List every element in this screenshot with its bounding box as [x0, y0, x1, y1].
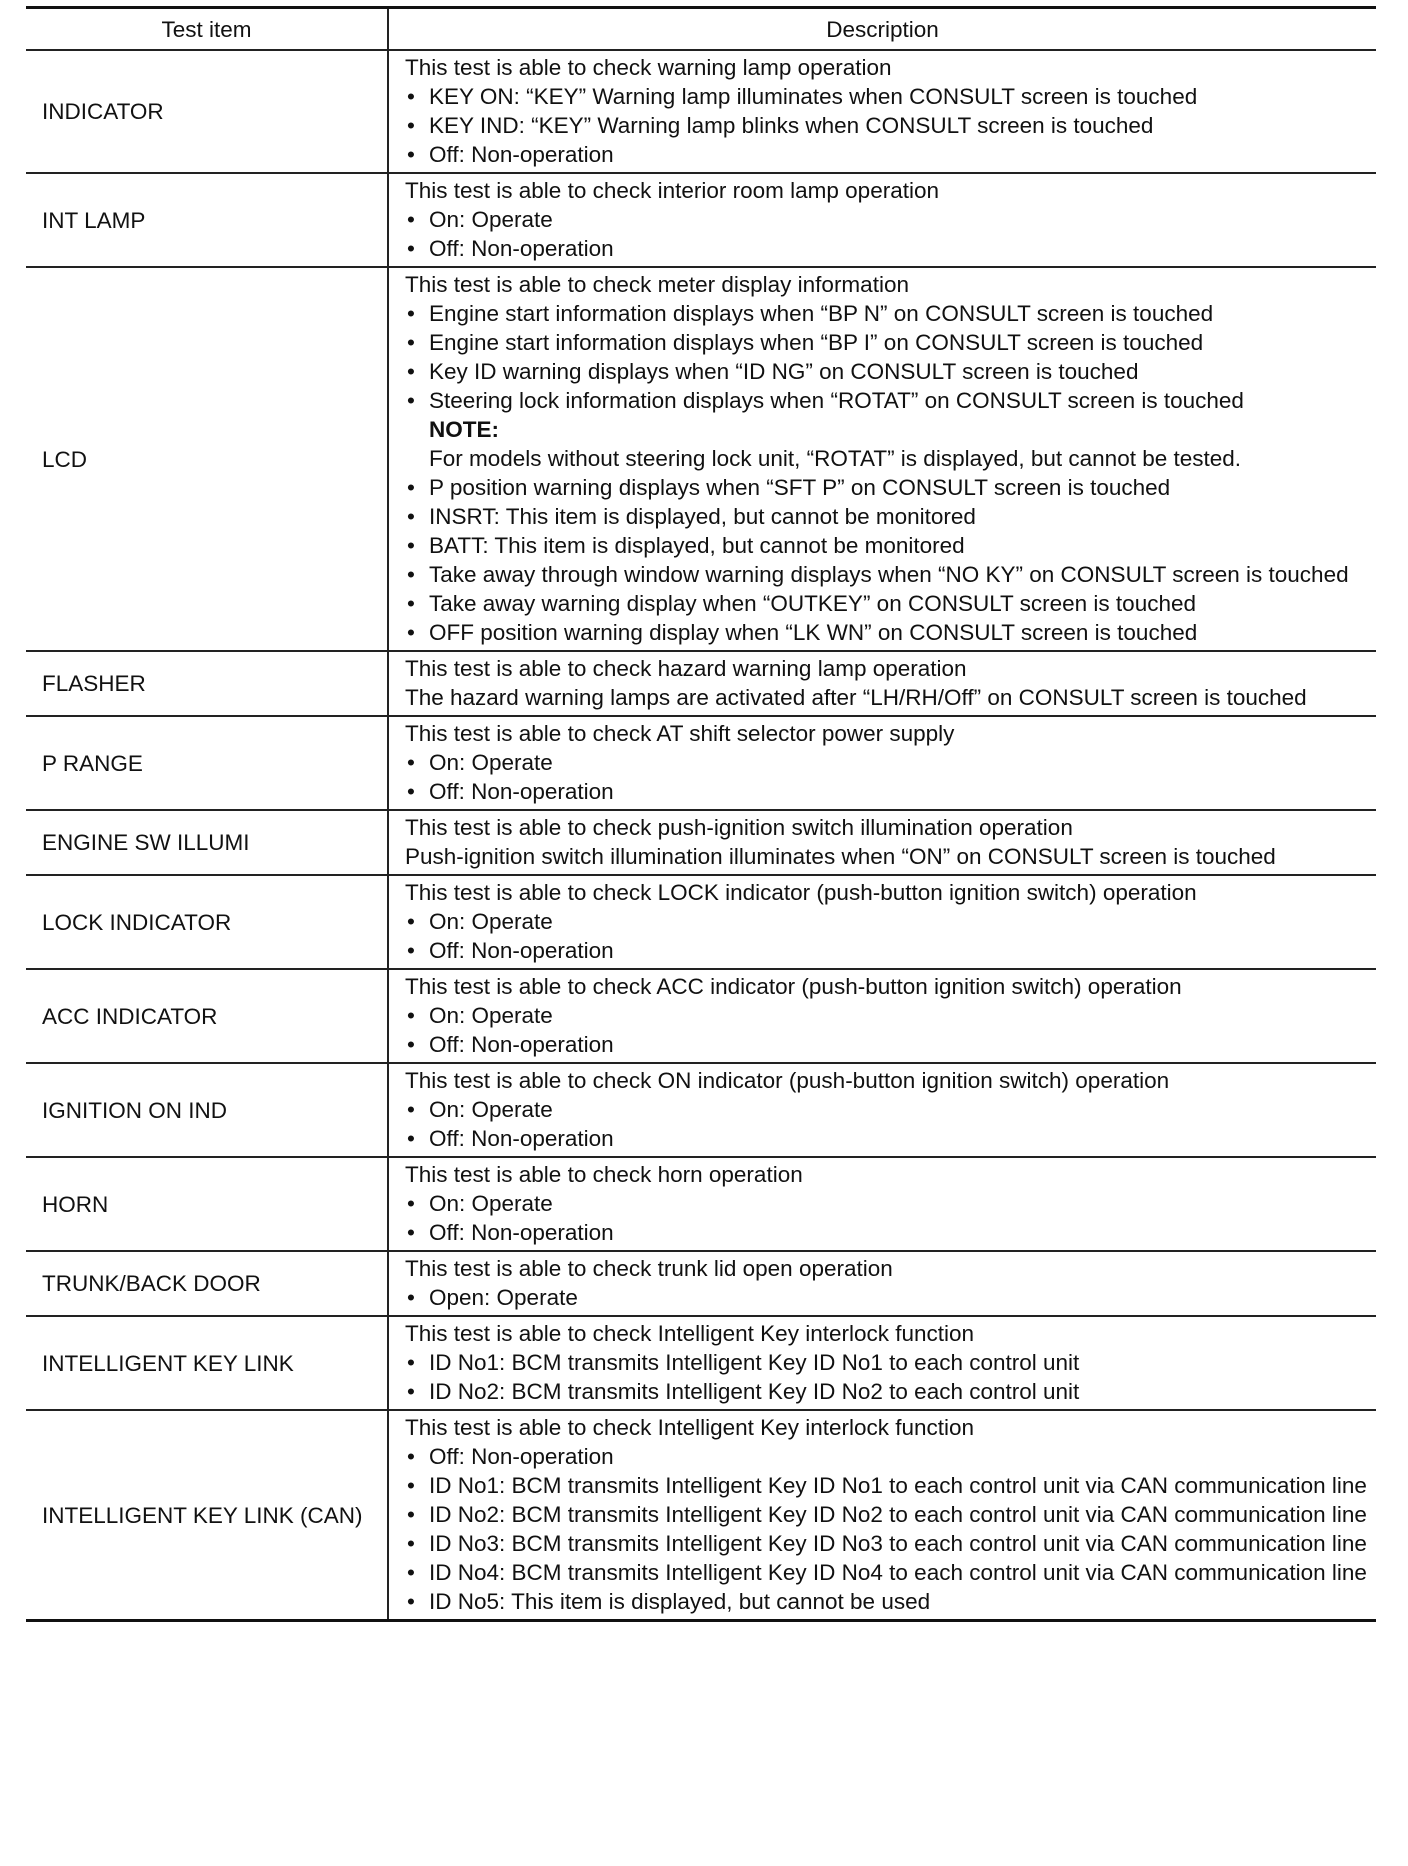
header-test-item: Test item: [26, 8, 388, 51]
bullet-item: • Engine start information displays when “BP I” on CONSULT screen is touched: [405, 328, 1368, 357]
description-line: This test is able to check AT shift selector power supply: [405, 721, 955, 746]
header-description: Description: [388, 8, 1376, 51]
test-item-cell: P RANGE: [26, 716, 388, 810]
bullet-item: • ID No2: BCM transmits Intelligent Key ID No2 to each control unit via CAN communication line: [405, 1500, 1368, 1529]
test-item-cell: IGNITION ON IND: [26, 1063, 388, 1157]
test-item-cell: INTELLIGENT KEY LINK: [26, 1316, 388, 1410]
bullet-item: • Off: Non-operation: [405, 234, 1368, 263]
description-line: This test is able to check horn operation: [405, 1162, 803, 1187]
description-cell: [388, 267, 1376, 651]
description-line: This test is able to check Intelligent Key interlock function: [405, 1415, 975, 1440]
table-row: [26, 716, 1376, 810]
bullet-item: • ID No3: BCM transmits Intelligent Key ID No3 to each control unit via CAN communication line: [405, 1529, 1368, 1558]
bullet-item: • KEY ON: “KEY” Warning lamp illuminates when CONSULT screen is touched: [405, 82, 1368, 111]
description-cell: [388, 1063, 1376, 1157]
bullet-item: • On: Operate: [405, 205, 1368, 234]
description-line: This test is able to check hazard warning lamp operation: [405, 656, 967, 681]
description-line: This test is able to check ON indicator (push-button ignition switch) operation: [405, 1068, 1170, 1093]
table-row: [26, 267, 1376, 651]
description-line: This test is able to check interior room lamp operation: [405, 178, 939, 203]
bullet-item: • Off: Non-operation: [405, 1124, 1368, 1153]
description-cell: [388, 173, 1376, 267]
bullet-item: • Engine start information displays when “BP N” on CONSULT screen is touched: [405, 299, 1368, 328]
table-row: [26, 1063, 1376, 1157]
description-line: This test is able to check Intelligent Key interlock function: [405, 1321, 975, 1346]
bullet-item: • On: Operate: [405, 907, 1368, 936]
test-item-cell: ACC INDICATOR: [26, 969, 388, 1063]
bullet-item: • Off: Non-operation: [405, 1442, 1368, 1471]
description-cell: [388, 969, 1376, 1063]
bullet-item: • On: Operate: [405, 1001, 1368, 1030]
test-item-cell: FLASHER: [26, 651, 388, 716]
table-row: [26, 1316, 1376, 1410]
description-cell: [388, 875, 1376, 969]
bullet-item: • ID No4: BCM transmits Intelligent Key ID No4 to each control unit via CAN communication line: [405, 1558, 1368, 1587]
test-item-table: [26, 6, 1376, 1622]
test-item-cell: LCD: [26, 267, 388, 651]
bullet-item: • Key ID warning displays when “ID NG” on CONSULT screen is touched: [405, 357, 1368, 386]
description-line: This test is able to check trunk lid open operation: [405, 1256, 893, 1281]
table-row: [26, 875, 1376, 969]
description-cell: [388, 1157, 1376, 1251]
description-line: This test is able to check meter display information: [405, 272, 909, 297]
table-row: [26, 810, 1376, 875]
table-row: [26, 1157, 1376, 1251]
bullet-item: • Off: Non-operation: [405, 936, 1368, 965]
bullet-item: • ID No2: BCM transmits Intelligent Key ID No2 to each control unit: [405, 1377, 1368, 1406]
bullet-item: • KEY IND: “KEY” Warning lamp blinks when CONSULT screen is touched: [405, 111, 1368, 140]
bullet-item: • On: Operate: [405, 1095, 1368, 1124]
description-cell: [388, 1251, 1376, 1316]
table-row: [26, 173, 1376, 267]
description-cell: [388, 50, 1376, 173]
bullet-item: • Steering lock information displays when “ROTAT” on CONSULT screen is touched: [405, 386, 1368, 415]
table-row: [26, 1251, 1376, 1316]
bullet-item: • Off: Non-operation: [405, 1218, 1368, 1247]
test-item-cell: INTELLIGENT KEY LINK (CAN): [26, 1410, 388, 1621]
table-row: [26, 969, 1376, 1063]
description-line: This test is able to check LOCK indicator (push-button ignition switch) operation: [405, 880, 1197, 905]
test-item-cell: INT LAMP: [26, 173, 388, 267]
test-item-cell: HORN: [26, 1157, 388, 1251]
bullet-item: • Take away warning display when “OUTKEY” on CONSULT screen is touched: [405, 589, 1368, 618]
description-line: Push-ignition switch illumination illuminates when “ON” on CONSULT screen is touched: [405, 844, 1276, 869]
bullet-item: • Take away through window warning displays when “NO KY” on CONSULT screen is touched: [405, 560, 1368, 589]
header-row: [26, 8, 1376, 51]
table-header: [26, 8, 1376, 51]
table-row: [26, 1410, 1376, 1621]
table-row: [26, 50, 1376, 173]
bullet-item: • On: Operate: [405, 748, 1368, 777]
test-item-cell: ENGINE SW ILLUMI: [26, 810, 388, 875]
bullet-item: • Open: Operate: [405, 1283, 1368, 1312]
test-item-cell: LOCK INDICATOR: [26, 875, 388, 969]
note-label: NOTE:: [429, 417, 499, 442]
note-text: For models without steering lock unit, “ROTAT” is displayed, but cannot be tested.: [429, 446, 1242, 471]
description-cell: [388, 651, 1376, 716]
description-cell: [388, 1316, 1376, 1410]
bullet-item: • ID No1: BCM transmits Intelligent Key ID No1 to each control unit: [405, 1348, 1368, 1377]
description-cell: [388, 716, 1376, 810]
description-line: This test is able to check push-ignition switch illumination operation: [405, 815, 1073, 840]
bullet-item: • On: Operate: [405, 1189, 1368, 1218]
test-item-cell: INDICATOR: [26, 50, 388, 173]
table-row: [26, 651, 1376, 716]
bullet-item: • Off: Non-operation: [405, 140, 1368, 169]
bullet-item: • ID No5: This item is displayed, but cannot be used: [405, 1587, 1368, 1616]
bullet-item: • OFF position warning display when “LK WN” on CONSULT screen is touched: [405, 618, 1368, 647]
bullet-item: • Off: Non-operation: [405, 1030, 1368, 1059]
bullet-item: • INSRT: This item is displayed, but cannot be monitored: [405, 502, 1368, 531]
description-line: This test is able to check warning lamp operation: [405, 55, 892, 80]
bullet-item: • P position warning displays when “SFT P” on CONSULT screen is touched: [405, 473, 1368, 502]
description-line: The hazard warning lamps are activated after “LH/RH/Off” on CONSULT screen is touched: [405, 685, 1307, 710]
bullet-item: • Off: Non-operation: [405, 777, 1368, 806]
bullet-item: • BATT: This item is displayed, but cannot be monitored: [405, 531, 1368, 560]
description-cell: [388, 1410, 1376, 1621]
bullet-item: • ID No1: BCM transmits Intelligent Key ID No1 to each control unit via CAN communication line: [405, 1471, 1368, 1500]
test-item-cell: TRUNK/BACK DOOR: [26, 1251, 388, 1316]
description-cell: [388, 810, 1376, 875]
description-line: This test is able to check ACC indicator (push-button ignition switch) operation: [405, 974, 1182, 999]
table-body: [26, 50, 1376, 1621]
